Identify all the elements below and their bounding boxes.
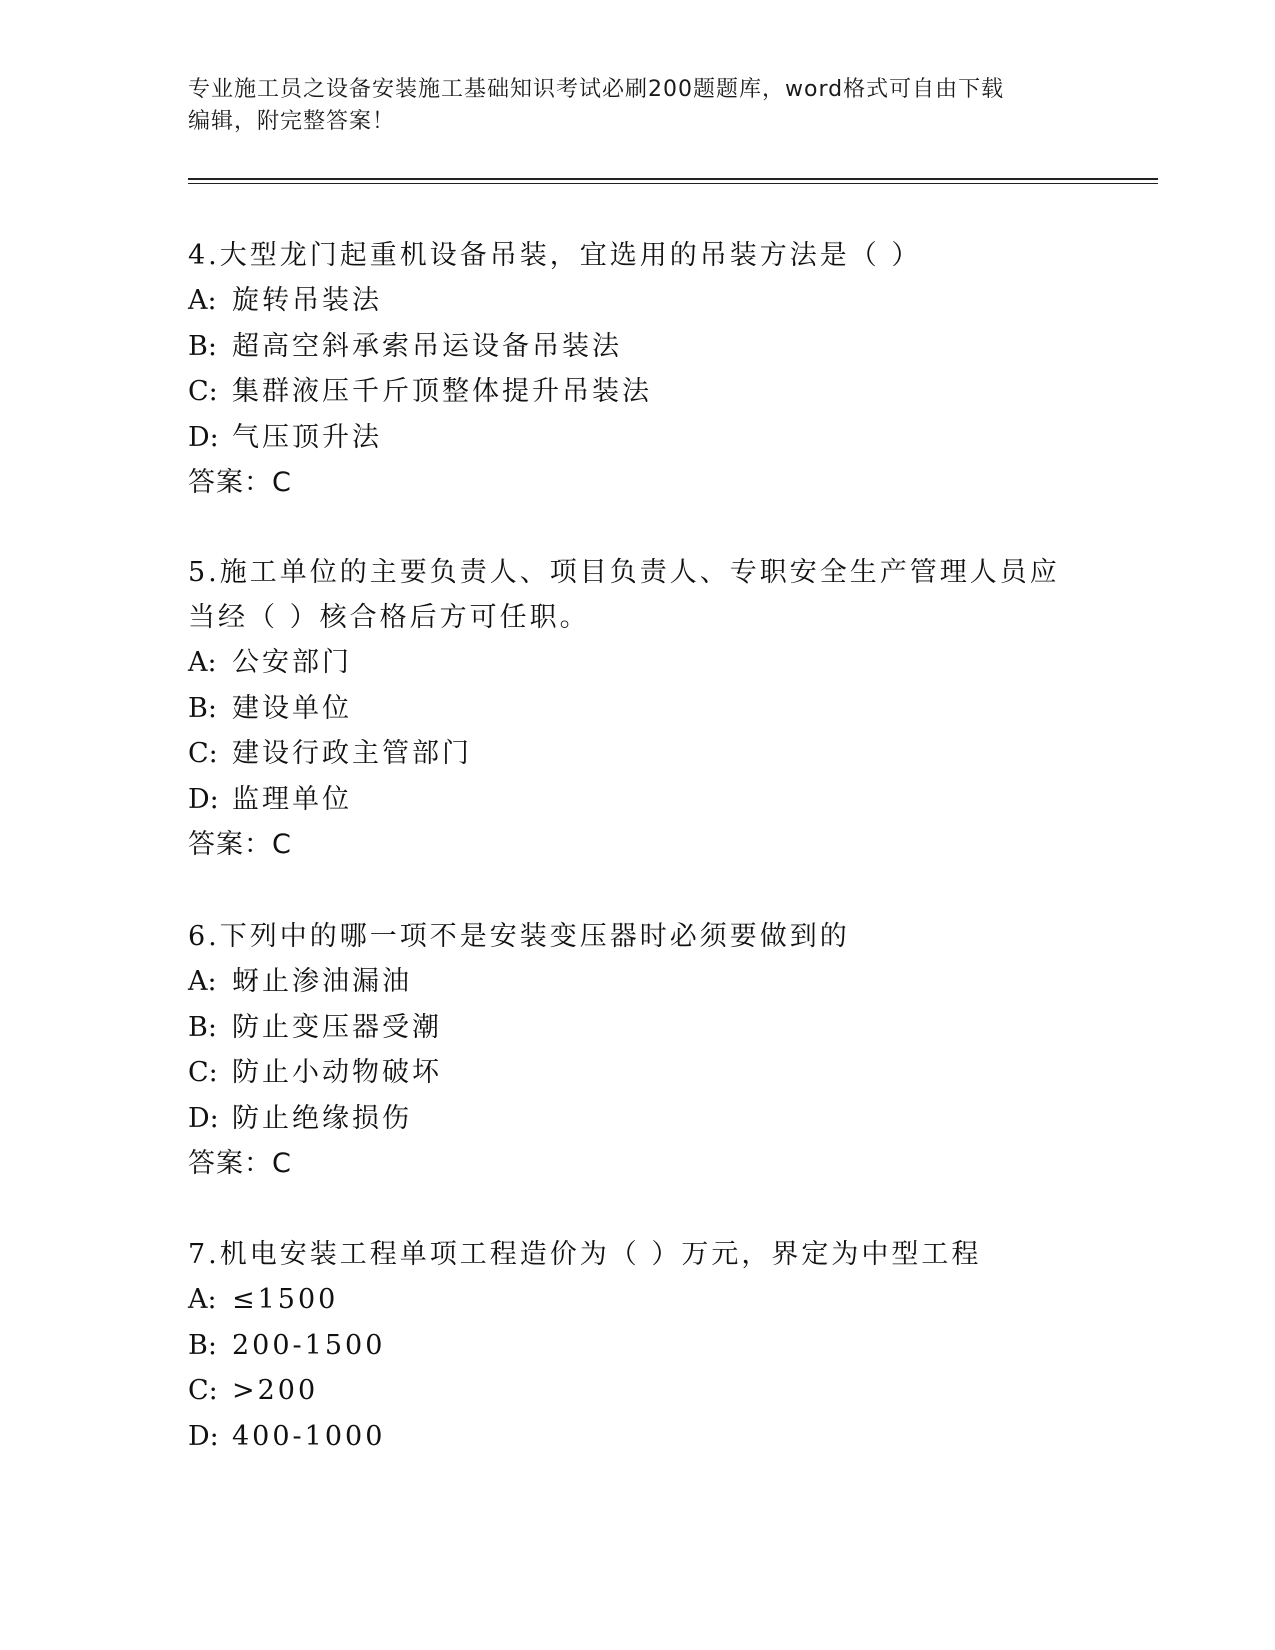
question-stem: 4.大型龙门起重机设备吊装，宜选用的吊装方法是（ ） xyxy=(188,240,922,271)
option-key: D: xyxy=(188,1102,219,1134)
question-stem: 6.下列中的哪一项不是安装变压器时必须要做到的 xyxy=(188,921,850,952)
answer-line: 答案：C xyxy=(188,829,292,860)
option-key: C: xyxy=(188,376,218,407)
option-text: 气压顶升法 xyxy=(232,421,382,453)
option-b xyxy=(188,324,1088,370)
question-stem: 5.施工单位的主要负责人、项目负责人、专职安全生产管理人员应当经（ ）核合格后方可任职。 xyxy=(188,557,1060,633)
option-d xyxy=(188,415,1088,461)
option-text: 200-1500 xyxy=(232,1329,386,1361)
option-key: C: xyxy=(188,1057,218,1088)
option-c xyxy=(188,731,1088,777)
option-text: 建设单位 xyxy=(232,692,352,724)
question-6 xyxy=(188,914,1088,1187)
option-b xyxy=(188,1005,1088,1051)
option-d xyxy=(188,1414,1088,1460)
option-key: C: xyxy=(188,738,218,769)
option-a xyxy=(188,1277,1088,1323)
option-a xyxy=(188,640,1088,686)
option-key: A: xyxy=(188,966,217,997)
option-text: ≤1500 xyxy=(232,1284,339,1315)
option-a xyxy=(188,959,1088,1005)
option-text: 建设行政主管部门 xyxy=(232,738,472,769)
document-header xyxy=(188,74,1088,138)
header-line-1: 专业施工员之设备安装施工基础知识考试必刷200题题库，word格式可自由下载 xyxy=(188,77,1005,102)
option-text: >200 xyxy=(232,1375,319,1406)
option-c xyxy=(188,369,1088,415)
option-key: D: xyxy=(188,783,219,815)
option-text: 超高空斜承索吊运设备吊装法 xyxy=(232,330,622,362)
question-7 xyxy=(188,1232,1088,1459)
answer-line: 答案：C xyxy=(188,467,292,498)
option-key: C: xyxy=(188,1375,218,1406)
option-key: D: xyxy=(188,421,219,453)
option-text: 监理单位 xyxy=(232,783,352,815)
option-key: B: xyxy=(188,330,217,362)
option-text: 旋转吊装法 xyxy=(232,285,382,316)
option-text: 公安部门 xyxy=(232,647,352,678)
option-key: A: xyxy=(188,1284,217,1315)
option-key: B: xyxy=(188,692,217,724)
option-d xyxy=(188,777,1088,823)
option-text: 400-1000 xyxy=(232,1420,386,1452)
option-c xyxy=(188,1050,1088,1096)
question-stem: 7.机电安装工程单项工程造价为（ ）万元，界定为中型工程 xyxy=(188,1239,982,1270)
option-key: A: xyxy=(188,285,217,316)
header-divider-bottom xyxy=(188,183,1158,184)
answer-line: 答案：C xyxy=(188,1148,292,1179)
option-key: A: xyxy=(188,647,217,678)
option-key: D: xyxy=(188,1420,219,1452)
option-d xyxy=(188,1096,1088,1142)
option-text: 防止绝缘损伤 xyxy=(232,1102,412,1134)
question-4 xyxy=(188,233,1088,506)
option-text: 蚜止渗油漏油 xyxy=(232,966,412,997)
option-text: 防止变压器受潮 xyxy=(232,1011,442,1043)
option-key: B: xyxy=(188,1011,217,1043)
header-line-2: 编辑，附完整答案！ xyxy=(188,109,396,134)
option-text: 集群液压千斤顶整体提升吊装法 xyxy=(232,376,652,407)
option-key: B: xyxy=(188,1329,217,1361)
option-b xyxy=(188,1323,1088,1369)
option-text: 防止小动物破坏 xyxy=(232,1057,442,1088)
header-divider-top xyxy=(188,178,1158,180)
option-b xyxy=(188,686,1088,732)
question-5 xyxy=(188,550,1088,868)
option-c xyxy=(188,1368,1088,1414)
option-a xyxy=(188,278,1088,324)
